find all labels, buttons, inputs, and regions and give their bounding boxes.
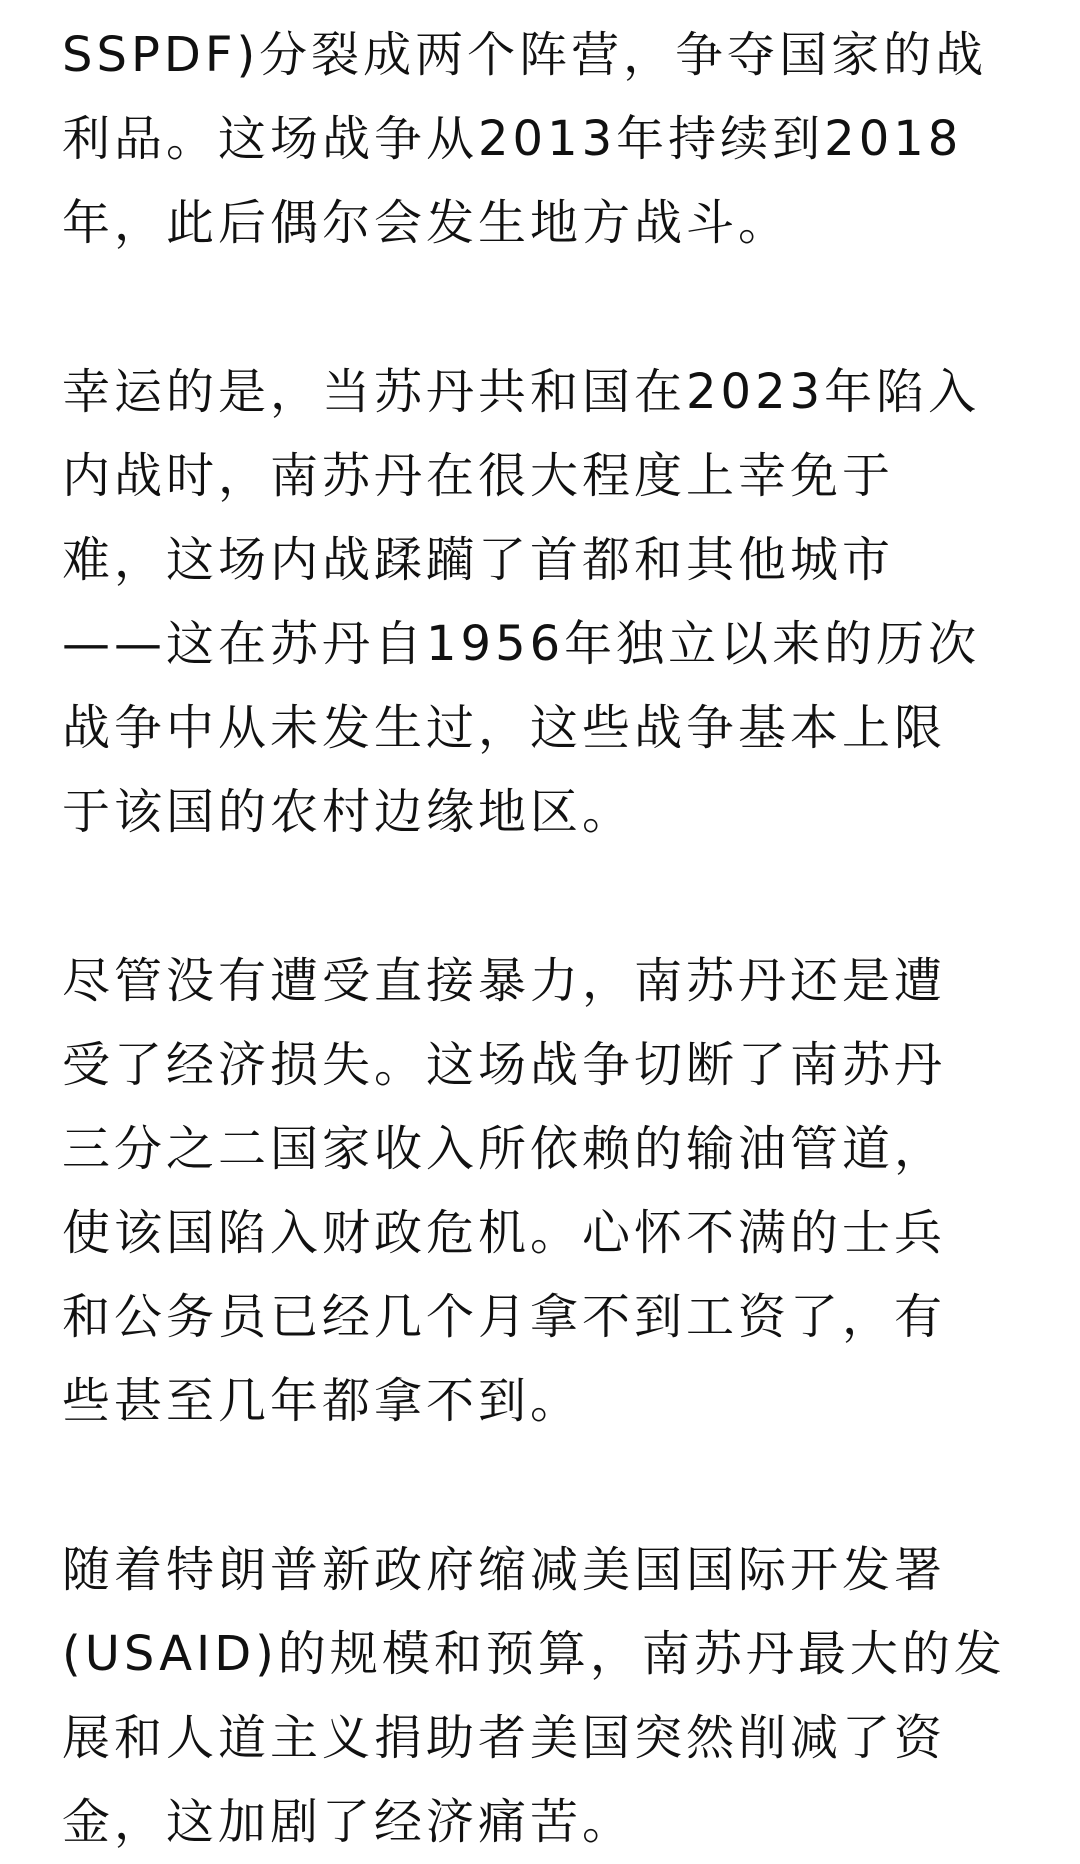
paragraph-spacer bbox=[62, 854, 1022, 939]
text-line: SSPDF)分裂成两个阵营，争夺国家的战 bbox=[62, 27, 988, 83]
text-line: 使该国陷入财政危机。心怀不满的士兵 bbox=[62, 1205, 947, 1261]
text-line: 随着特朗普新政府缩减美国国际开发署 bbox=[62, 1542, 947, 1598]
paragraph-4 bbox=[62, 1528, 1022, 1864]
paragraph-spacer bbox=[62, 265, 1022, 350]
text-line: 战争中从未发生过，这些战争基本上限 bbox=[62, 700, 947, 756]
text-line: 受了经济损失。这场战争切断了南苏丹 bbox=[62, 1037, 947, 1093]
text-line: 难，这场内战蹂躏了首都和其他城市 bbox=[62, 532, 895, 588]
article-body bbox=[62, 0, 1022, 1864]
paragraph-spacer bbox=[62, 1443, 1022, 1528]
text-line: 三分之二国家收入所依赖的输油管道， bbox=[62, 1121, 947, 1177]
text-line: 尽管没有遭受直接暴力，南苏丹还是遭 bbox=[62, 953, 947, 1009]
text-line: 些甚至几年都拿不到。 bbox=[62, 1373, 583, 1429]
paragraph-1 bbox=[62, 13, 1022, 265]
text-line: 展和人道主义捐助者美国突然削减了资 bbox=[62, 1710, 947, 1766]
paragraph-2 bbox=[62, 350, 1022, 854]
text-line: 年，此后偶尔会发生地方战斗。 bbox=[62, 195, 791, 251]
text-line: 内战时，南苏丹在很大程度上幸免于 bbox=[62, 448, 895, 504]
text-line: 幸运的是，当苏丹共和国在2023年陷入 bbox=[62, 364, 981, 420]
text-line: 利品。这场战争从2013年持续到2018 bbox=[62, 111, 963, 167]
text-line: (USAID)的规模和预算，南苏丹最大的发 bbox=[62, 1626, 1006, 1682]
text-line: ——这在苏丹自1956年独立以来的历次 bbox=[62, 616, 981, 672]
text-line: 于该国的农村边缘地区。 bbox=[62, 784, 635, 840]
paragraph-3 bbox=[62, 939, 1022, 1443]
text-line: 金，这加剧了经济痛苦。 bbox=[62, 1794, 635, 1850]
text-line: 和公务员已经几个月拿不到工资了，有 bbox=[62, 1289, 947, 1345]
